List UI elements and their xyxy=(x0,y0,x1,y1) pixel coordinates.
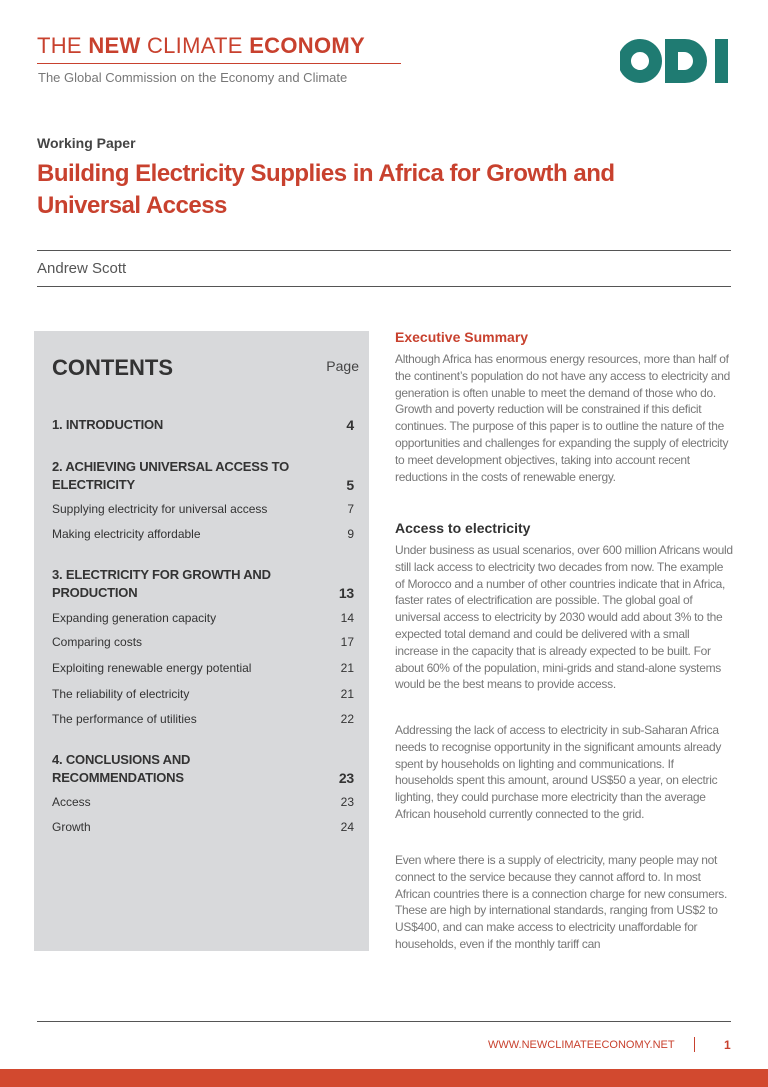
odi-logo-i xyxy=(715,39,728,83)
odi-logo-o xyxy=(620,39,662,83)
executive-summary-paragraph: Although Africa has enormous energy resources, more than half of the continent’s population do not have any access to electricity and generation is often unable to meet the demand of those who do. Growth and poverty reduction will be constrained if this deficit continues. The purpose of this paper is to outline the nature of the opportunities and challenges for expanding the supply of electricity to meet development objectives, taking into account recent reductions in the costs of renewable energy. xyxy=(395,352,730,484)
page-title: Building Electricity Supplies in Africa for Growth and Universal Access xyxy=(37,160,615,219)
bottom-color-band xyxy=(0,1069,768,1087)
toc-entry-affordable[interactable] xyxy=(52,527,354,542)
toc-entry-page: 9 xyxy=(347,527,354,541)
toc-entry-growth[interactable] xyxy=(52,820,354,835)
contents-heading: CONTENTS xyxy=(52,355,173,380)
toc-entry-page: 21 xyxy=(340,661,354,675)
toc-entry-page: 14 xyxy=(340,611,354,625)
toc-entry-comparing-costs[interactable] xyxy=(52,635,354,650)
author-name: Andrew Scott xyxy=(37,260,127,277)
brand-climate: CLIMATE xyxy=(140,33,250,58)
toc-entry-access[interactable] xyxy=(52,795,354,810)
executive-summary-heading: Executive Summary xyxy=(395,329,529,345)
toc-entry-page: 7 xyxy=(347,502,354,516)
toc-entry-growth-production[interactable] xyxy=(52,566,354,602)
footer-separator xyxy=(694,1037,695,1052)
toc-entry-title: 4. CONCLUSIONS AND RECOMMENDATIONS xyxy=(52,752,191,785)
brand-subtitle: The Global Commission on the Economy and Climate xyxy=(38,70,348,85)
brand-the: THE xyxy=(37,33,89,58)
toc-entry-generation-capacity[interactable] xyxy=(52,611,354,626)
toc-entry-page: 23 xyxy=(338,770,354,786)
toc-entry-renewable-potential[interactable] xyxy=(52,661,354,676)
toc-entry-title: Comparing costs xyxy=(52,635,143,649)
footer-url-link[interactable]: WWW.NEWCLIMATEECONOMY.NET xyxy=(488,1039,675,1051)
toc-entry-title: Exploiting renewable energy potential xyxy=(52,661,252,675)
access-paragraph-1: Under business as usual scenarios, over 600 million Africans would still lack access to electricity two decades from now. The example of Morocco and a number of other countries indicate that in Africa, faster rates of electrification are possible. The global goal of universal access to electricity by 2030 would add about 3% to the expected total demand and could be delivered with a small increase in the capacity that is already expected to be built. For about 60% of the population, mini-grids and stand-alone systems would be the best means to provide access. xyxy=(395,543,733,692)
toc-entry-page: 4 xyxy=(346,417,354,433)
toc-entry-page: 5 xyxy=(346,477,354,493)
toc-entry-page: 17 xyxy=(340,635,354,649)
odi-logo xyxy=(620,36,732,86)
brand-divider xyxy=(37,63,401,64)
toc-entry-page: 13 xyxy=(338,585,354,601)
document-type: Working Paper xyxy=(37,135,136,151)
toc-entry-title: Growth xyxy=(52,820,91,834)
toc-entry-title: Making electricity affordable xyxy=(52,527,201,541)
brand-wordmark xyxy=(37,33,365,59)
brand-new: NEW xyxy=(88,33,141,58)
odi-logo-d xyxy=(665,39,707,83)
toc-entry-title: Expanding generation capacity xyxy=(52,611,217,625)
toc-entry-utilities[interactable] xyxy=(52,712,354,727)
footer-divider xyxy=(37,1021,731,1022)
toc-entry-title: The performance of utilities xyxy=(52,712,197,726)
page-number: 1 xyxy=(724,1038,731,1052)
toc-entry-title: Access xyxy=(52,795,91,809)
toc-entry-conclusions[interactable] xyxy=(52,751,354,787)
access-heading: Access to electricity xyxy=(395,520,531,536)
toc-entry-title: 3. ELECTRICITY FOR GROWTH AND PRODUCTION xyxy=(52,567,271,600)
toc-entry-title: 1. INTRODUCTION xyxy=(52,417,164,432)
toc-entry-universal-access[interactable] xyxy=(52,458,354,494)
brand-economy: ECONOMY xyxy=(249,33,365,58)
toc-entry-page: 24 xyxy=(340,820,354,834)
access-paragraph-3: Even where there is a supply of electricity, many people may not connect to the service because they cannot afford to. In most African countries there is a connection charge for new consumers. These are high by international standards, ranging from US$2 to US$400, and can make access to electricity unaffordable for households, even if the monthly tariff can xyxy=(395,853,728,951)
toc-entry-page: 23 xyxy=(340,795,354,809)
page-column-label: Page xyxy=(326,358,359,374)
toc-entry-supplying-electricity[interactable] xyxy=(52,502,354,517)
toc-entry-introduction[interactable] xyxy=(52,416,354,434)
access-paragraph-2: Addressing the lack of access to electricity in sub-Saharan Africa needs to recognise opportunity in the significant amounts already spent by households on lighting and communications. If households spent this amount, around US$50 a year, on electric lighting, they could purchase more electricity than the average African household currently connected to the grid. xyxy=(395,723,722,821)
contents-panel xyxy=(34,331,369,951)
toc-entry-title: 2. ACHIEVING UNIVERSAL ACCESS TO ELECTRICITY xyxy=(52,459,290,492)
title-divider xyxy=(37,250,731,251)
toc-entry-reliability[interactable] xyxy=(52,687,354,702)
toc-entry-page: 21 xyxy=(340,687,354,701)
toc-entry-title: The reliability of electricity xyxy=(52,687,190,701)
toc-entry-title: Supplying electricity for universal access xyxy=(52,502,268,516)
author-divider xyxy=(37,286,731,287)
toc-entry-page: 22 xyxy=(340,712,354,726)
